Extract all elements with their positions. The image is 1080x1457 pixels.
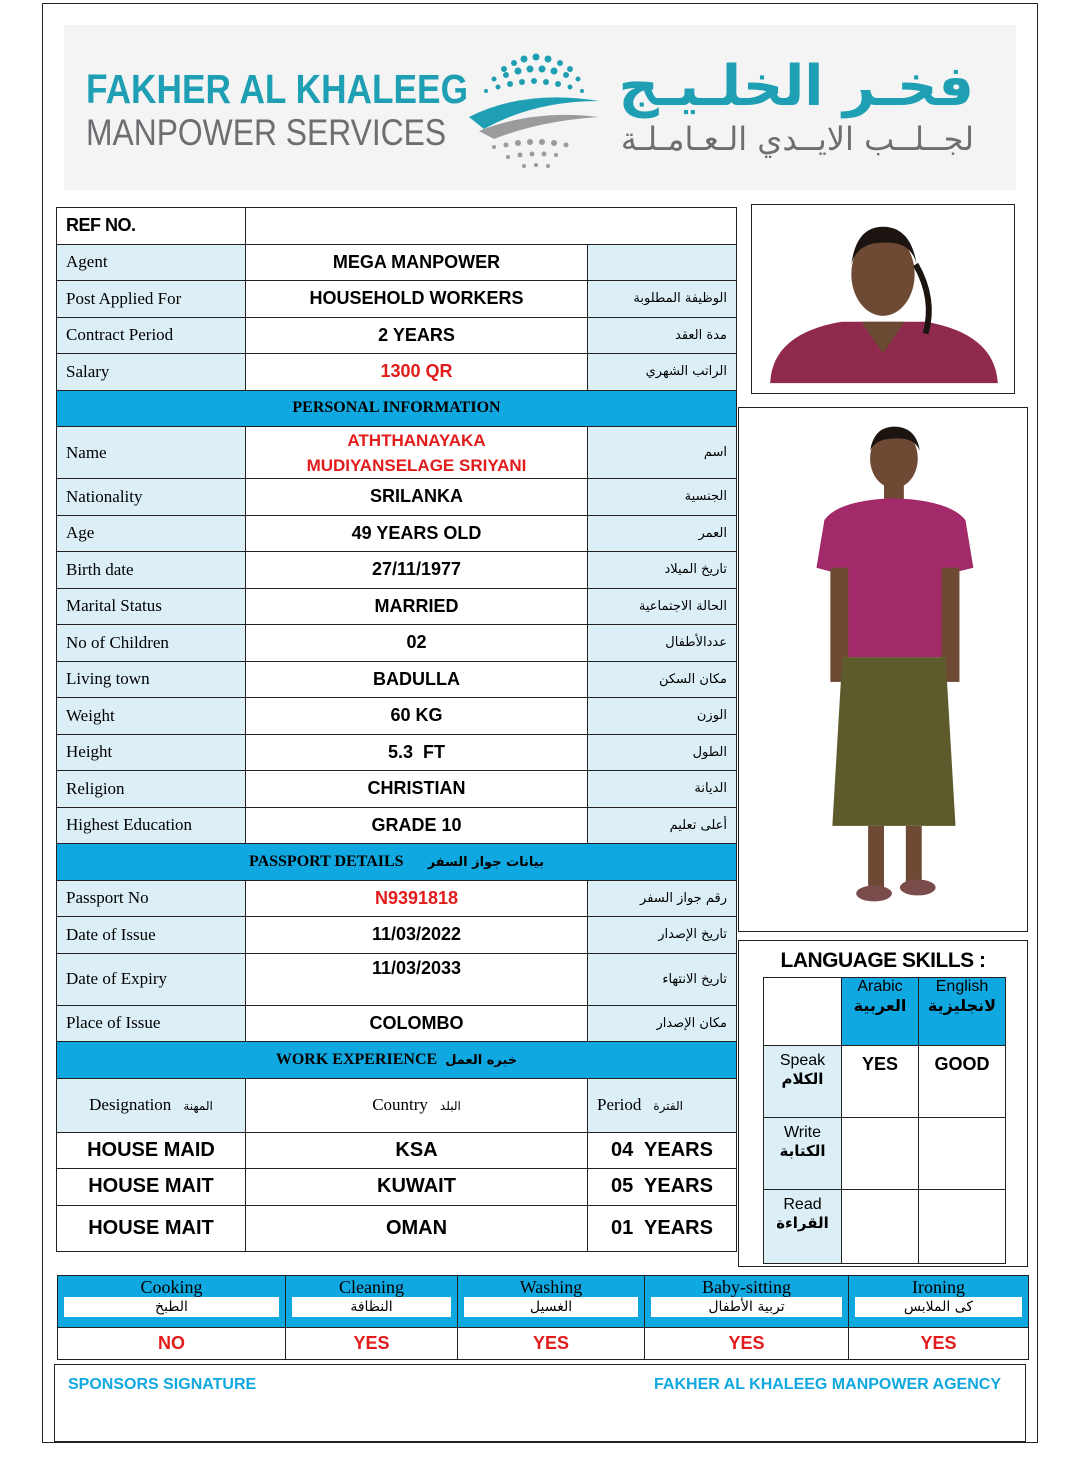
period-header-ar: الفترة [653, 1099, 683, 1113]
post-label-ar: الوظيفة المطلوبة [588, 281, 737, 318]
age-label: Age [57, 515, 246, 552]
salary-row [57, 354, 737, 391]
place-value: COLOMBO [246, 1005, 588, 1042]
write-arabic-value [842, 1118, 919, 1190]
work-section-title-ar: خبره العمل [445, 1052, 518, 1068]
arabic-en-label: Arabic [857, 978, 903, 995]
weight-label: Weight [57, 698, 246, 735]
place-label: Place of Issue [57, 1005, 246, 1042]
arabic-ar-label: العربية [853, 996, 907, 1015]
read-row [764, 1190, 1006, 1264]
skill-name: Ironing [912, 1277, 965, 1297]
post-row [57, 281, 737, 318]
town-value: BADULLA [246, 661, 588, 698]
height-row [57, 734, 737, 771]
marital-value: MARRIED [246, 588, 588, 625]
issue-row [57, 917, 737, 954]
skill-name: Cleaning [339, 1277, 404, 1297]
work-column-headers [57, 1078, 737, 1132]
language-header-row [764, 978, 1006, 1046]
personal-section-title: PERSONAL INFORMATION [57, 390, 737, 427]
expiry-label: Date of Expiry [57, 953, 246, 1005]
skill-header [458, 1276, 645, 1328]
work-country: KSA [246, 1132, 588, 1169]
religion-row [57, 771, 737, 808]
birth-row [57, 552, 737, 589]
period-header [588, 1078, 737, 1132]
skill-header [645, 1276, 849, 1328]
country-header [246, 1078, 588, 1132]
skill-value: YES [286, 1328, 458, 1360]
height-label: Height [57, 734, 246, 771]
expiry-value: 11/03/2033 [246, 953, 588, 1005]
write-en: Write [783, 1124, 822, 1141]
nationality-label-ar: الجنسية [588, 479, 737, 516]
children-label: No of Children [57, 625, 246, 662]
skill-name-ar: كى الملابس [855, 1297, 1022, 1317]
read-english-value [919, 1190, 1006, 1264]
country-header-ar: البلد [439, 1099, 461, 1113]
salary-value: 1300 QR [246, 354, 588, 391]
household-skills-table [57, 1275, 1029, 1360]
age-label-ar: العمر [588, 515, 737, 552]
company-name-line2: MANPOWER SERVICES [86, 112, 447, 153]
place-label-ar: مكان الإصدار [588, 1005, 737, 1042]
place-row [57, 1005, 737, 1042]
ref-row [57, 208, 737, 245]
contract-label-ar: مدة العقد [588, 317, 737, 354]
country-header-label: Country [372, 1095, 428, 1114]
contract-label: Contract Period [57, 317, 246, 354]
work-row [57, 1169, 737, 1206]
passport-section [57, 844, 737, 881]
skill-value: NO [58, 1328, 286, 1360]
speak-en: Speak [779, 1052, 826, 1069]
write-ar: الكتابة [779, 1142, 826, 1160]
agent-value: MEGA MANPOWER [246, 244, 588, 281]
speak-label [764, 1046, 842, 1118]
birth-value: 27/11/1977 [246, 552, 588, 589]
birth-label: Birth date [57, 552, 246, 589]
company-name-line1: FAKHER AL KHALEEG [86, 66, 469, 112]
post-label: Post Applied For [57, 281, 246, 318]
designation-header [57, 1078, 246, 1132]
work-period: 04 YEARS [588, 1132, 737, 1169]
designation-header-label: Designation [89, 1095, 172, 1114]
speak-arabic-value: YES [842, 1046, 919, 1118]
salary-label: Salary [57, 354, 246, 391]
passport-section-title-ar: بيانات جواز السفر [427, 854, 544, 870]
work-section-header [57, 1042, 737, 1079]
weight-value: 60 KG [246, 698, 588, 735]
children-value: 02 [246, 625, 588, 662]
cv-details-table [56, 207, 737, 1252]
agent-label-ar [588, 244, 737, 281]
arabic-column-header [842, 978, 919, 1046]
nationality-value: SRILANKA [246, 479, 588, 516]
children-row [57, 625, 737, 662]
education-label-ar: أعلى تعليم [588, 807, 737, 844]
birth-label-ar: تاريخ الميلاد [588, 552, 737, 589]
portrait-illustration [752, 205, 1014, 393]
speak-english-value: GOOD [919, 1046, 1006, 1118]
language-skills-title: LANGUAGE SKILLS : [780, 949, 986, 972]
name-line2: MUDIYANSELAGE SRIYANI [306, 455, 527, 475]
weight-label-ar: الوزن [588, 698, 737, 735]
issue-label: Date of Issue [57, 917, 246, 954]
weight-row [57, 698, 737, 735]
work-section [57, 1042, 737, 1079]
passport-no-value: N9391818 [246, 880, 588, 917]
skill-name: Baby-sitting [702, 1277, 791, 1297]
town-label: Living town [57, 661, 246, 698]
age-row [57, 515, 737, 552]
agent-row [57, 244, 737, 281]
write-row [764, 1118, 1006, 1190]
town-row [57, 661, 737, 698]
company-name-ar-line1: فخـر الخلـيـج [618, 54, 974, 119]
work-row [57, 1205, 737, 1251]
passport-section-header [57, 844, 737, 881]
english-en-label: English [935, 978, 989, 995]
expiry-label-ar: تاريخ الانتهاء [588, 953, 737, 1005]
name-label: Name [57, 427, 246, 479]
work-country: OMAN [246, 1205, 588, 1251]
expiry-row [57, 953, 737, 1005]
personal-section-header [57, 390, 737, 427]
agent-label: Agent [57, 244, 246, 281]
company-logo-emblem [464, 39, 604, 174]
skill-value: YES [849, 1328, 1029, 1360]
write-english-value [919, 1118, 1006, 1190]
issue-value: 11/03/2022 [246, 917, 588, 954]
skill-name-ar: الغسيل [464, 1297, 638, 1317]
marital-label-ar: الحالة الاجتماعية [588, 588, 737, 625]
name-label-ar: اسم [588, 427, 737, 479]
read-label [764, 1190, 842, 1264]
religion-label-ar: الديانة [588, 771, 737, 808]
age-value: 49 YEARS OLD [246, 515, 588, 552]
skill-name-ar: الطبخ [64, 1297, 279, 1317]
portrait-photo [751, 204, 1015, 394]
company-banner [64, 25, 1016, 190]
children-label-ar: عددالأطفال [588, 625, 737, 662]
marital-row [57, 588, 737, 625]
issue-label-ar: تاريخ الإصدار [588, 917, 737, 954]
full-body-illustration [739, 408, 1027, 931]
agency-signature-label: FAKHER AL KHALEEG MANPOWER AGENCY [654, 1376, 1001, 1393]
logo-arabic [619, 55, 974, 159]
work-period: 05 YEARS [588, 1169, 737, 1206]
ref-value [246, 208, 737, 245]
skill-name-ar: النظافة [292, 1297, 451, 1317]
work-designation: HOUSE MAIT [57, 1169, 246, 1206]
passport-section-title: PASSPORT DETAILS [248, 852, 404, 870]
town-label-ar: مكان السكن [588, 661, 737, 698]
speak-row [764, 1046, 1006, 1118]
skill-name: Cooking [140, 1277, 203, 1297]
sponsor-signature-label: SPONSORS SIGNATURE [68, 1376, 257, 1393]
work-designation: HOUSE MAID [57, 1132, 246, 1169]
write-label [764, 1118, 842, 1190]
signature-box [54, 1364, 1026, 1442]
skill-value: YES [645, 1328, 849, 1360]
ref-label: REF NO. [57, 208, 246, 245]
contract-value: 2 YEARS [246, 317, 588, 354]
name-row [57, 427, 737, 479]
passport-no-label: Passport No [57, 880, 246, 917]
nationality-label: Nationality [57, 479, 246, 516]
english-ar-label: لانجليزية [927, 996, 997, 1015]
education-value: GRADE 10 [246, 807, 588, 844]
marital-label: Marital Status [57, 588, 246, 625]
english-column-header [919, 978, 1006, 1046]
work-country: KUWAIT [246, 1169, 588, 1206]
skills-header-row [58, 1276, 1029, 1328]
read-ar: القراءة [776, 1214, 829, 1232]
education-label: Highest Education [57, 807, 246, 844]
religion-label: Religion [57, 771, 246, 808]
skill-name: Washing [519, 1277, 583, 1297]
skill-header [286, 1276, 458, 1328]
skill-value: YES [458, 1328, 645, 1360]
language-skills-panel [738, 940, 1028, 1267]
education-row [57, 807, 737, 844]
work-period: 01 YEARS [588, 1205, 737, 1251]
passport-no-label-ar: رقم جواز السفر [588, 880, 737, 917]
language-corner-cell [764, 978, 842, 1046]
work-section-title: WORK EXPERIENCE [275, 1050, 438, 1068]
skill-name-ar: تربية الأطفال [651, 1297, 842, 1317]
salary-label-ar: الراتب الشهري [588, 354, 737, 391]
passport-no-row [57, 880, 737, 917]
post-value: HOUSEHOLD WORKERS [246, 281, 588, 318]
read-en: Read [783, 1196, 822, 1213]
designation-header-ar: المهنة [183, 1099, 213, 1113]
height-label-ar: الطول [588, 734, 737, 771]
speak-ar: الكلام [781, 1070, 824, 1088]
company-name-ar-line2: لجــلــب الايــدي الـعـامـلـة [620, 120, 974, 158]
language-skills-table [763, 977, 1006, 1264]
name-line1: ATHTHANAYAKA [347, 430, 486, 450]
religion-value: CHRISTIAN [246, 771, 588, 808]
nationality-row [57, 479, 737, 516]
height-value: 5.3 FT [246, 734, 588, 771]
period-header-label: Period [597, 1095, 642, 1114]
full-body-photo [738, 407, 1028, 932]
skill-header [849, 1276, 1029, 1328]
work-designation: HOUSE MAIT [57, 1205, 246, 1251]
skills-value-row [58, 1328, 1029, 1360]
read-arabic-value [842, 1190, 919, 1264]
skill-header [58, 1276, 286, 1328]
work-row [57, 1132, 737, 1169]
contract-row [57, 317, 737, 354]
name-value [246, 427, 588, 479]
